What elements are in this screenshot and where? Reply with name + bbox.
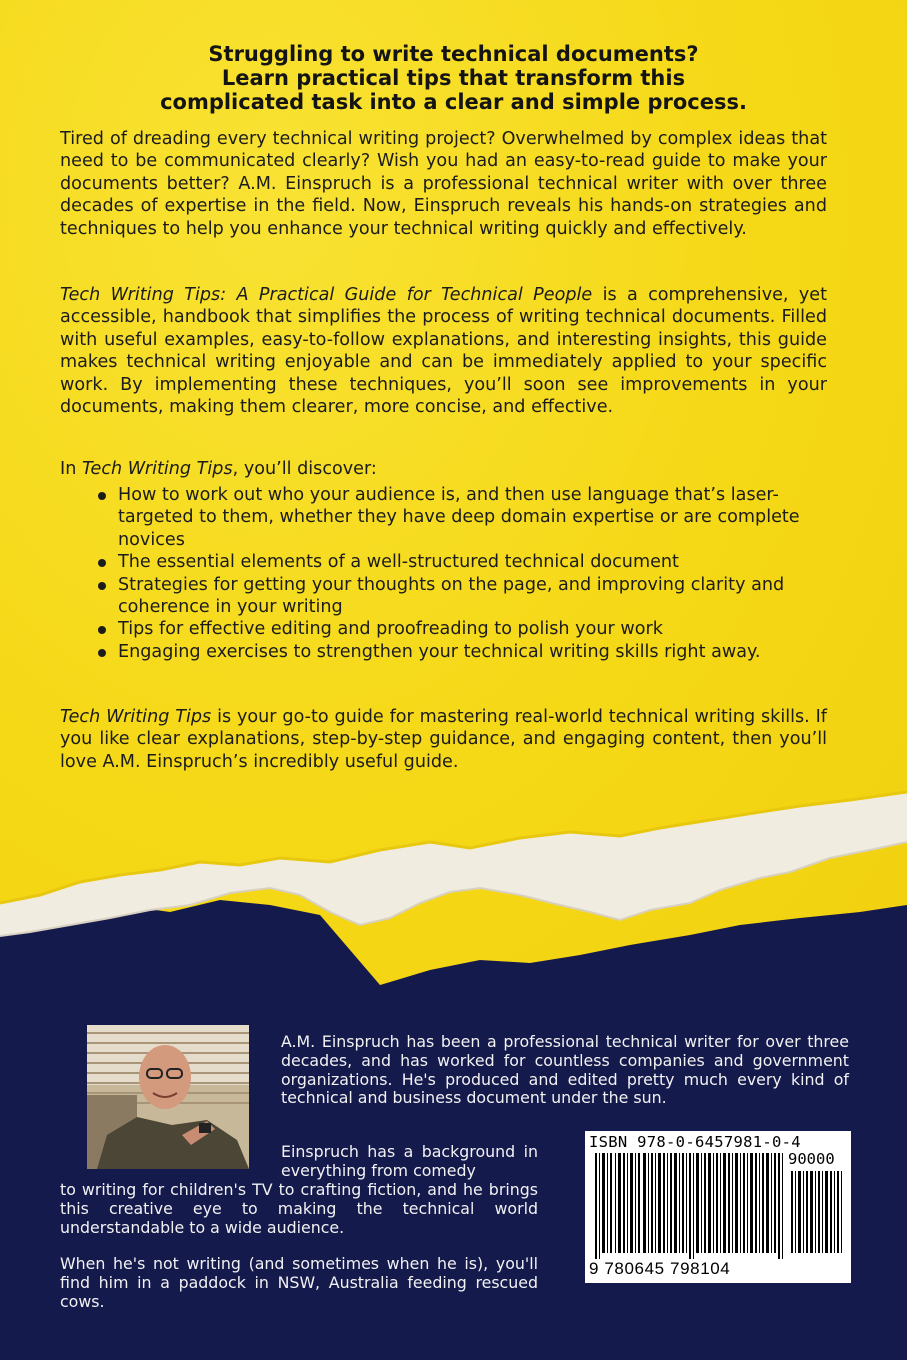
headline-line-3: complicated task into a clear and simple process. xyxy=(160,90,747,114)
author-bio-3: When he's not writing (and sometimes when he is), you'll find him in a paddock in NSW, Australia feeding rescued cows. xyxy=(60,1254,538,1311)
author-bio-2b: to writing for children's TV to crafting fiction, and he brings this creative eye to making the technical world understandable to a wide audience. xyxy=(60,1180,538,1237)
barcode-digits: 9 780645 798104 xyxy=(589,1259,731,1278)
isbn-text: ISBN 978-0-6457981-0-4 xyxy=(589,1133,801,1151)
discover-list xyxy=(98,484,838,663)
discover-title: Tech Writing Tips xyxy=(81,459,233,479)
isbn-barcode xyxy=(585,1131,851,1283)
list-item xyxy=(98,484,838,551)
list-item xyxy=(98,551,838,573)
discover-suffix: , you’ll discover: xyxy=(232,459,377,479)
headline-line-2: Learn practical tips that transform this xyxy=(221,66,686,90)
bullet-icon xyxy=(98,626,106,634)
list-item-text: Engaging exercises to strengthen your technical writing skills right away. xyxy=(118,641,761,662)
bullet-icon xyxy=(98,492,106,500)
bullet-icon xyxy=(98,559,106,567)
closing-paragraph xyxy=(60,706,827,773)
author-bio-2a: Einspruch has a background in everything from comedy xyxy=(281,1142,538,1180)
intro-paragraph: Tired of dreading every technical writing project? Overwhelmed by complex ideas that need to be communicated clearly? Wish you had an easy-to-read guide to make your documents better? A.M. Einspruch is a professional technical writer with over three decades of expertise in the field. Now, Einspruch reveals his hands-on strategies and techniques to help you enhance your technical writing quickly and effectively. xyxy=(60,129,827,239)
discover-prefix: In xyxy=(60,459,82,479)
closing-text: is your go-to guide for mastering real-world technical writing skills. If you like clear explanations, step-by-step guidance, and engaging content, then you’ll love A.M. Einspruch’s incredibly useful guide. xyxy=(60,707,827,772)
headline xyxy=(60,42,847,114)
headline-line-1: Struggling to write technical documents? xyxy=(208,42,699,66)
book-title-italic: Tech Writing Tips: A Practical Guide for Technical People xyxy=(60,285,593,305)
list-item-text: Strategies for getting your thoughts on the page, and improving clarity and coherence in your writing xyxy=(118,574,785,618)
list-item-text: Tips for effective editing and proofreading to polish your work xyxy=(118,619,663,640)
author-photo xyxy=(87,1025,249,1169)
book-description-text: is a comprehensive, yet accessible, handbook that simplifies the process of writing technical documents. Filled with useful examples, easy-to-follow explanations, and interesting insights, this guide makes technical writing enjoyable and can be immediately applied to your specific work. By implementing these techniques, you’ll soon see improvements in your documents, making them clearer, more concise, and effective. xyxy=(60,285,828,418)
price-code: 90000 xyxy=(788,1150,835,1168)
closing-title-italic: Tech Writing Tips xyxy=(60,707,212,727)
list-item xyxy=(98,618,838,640)
list-item xyxy=(98,641,838,663)
bullet-icon xyxy=(98,582,106,590)
list-item-text: How to work out who your audience is, and then use language that’s laser-targeted to them, whether they have deep domain expertise or are complete novices xyxy=(118,485,800,550)
discover-intro xyxy=(60,458,377,480)
author-bio-1: A.M. Einspruch has been a professional technical writer for over three decades, and has worked for countless companies and government organizations. He's produced and edited pretty much every kind of technical and business document under the sun. xyxy=(281,1032,849,1108)
bullet-icon xyxy=(98,649,106,657)
list-item-text: The essential elements of a well-structured technical document xyxy=(118,552,679,573)
list-item xyxy=(98,574,838,619)
book-description-paragraph xyxy=(60,284,827,418)
